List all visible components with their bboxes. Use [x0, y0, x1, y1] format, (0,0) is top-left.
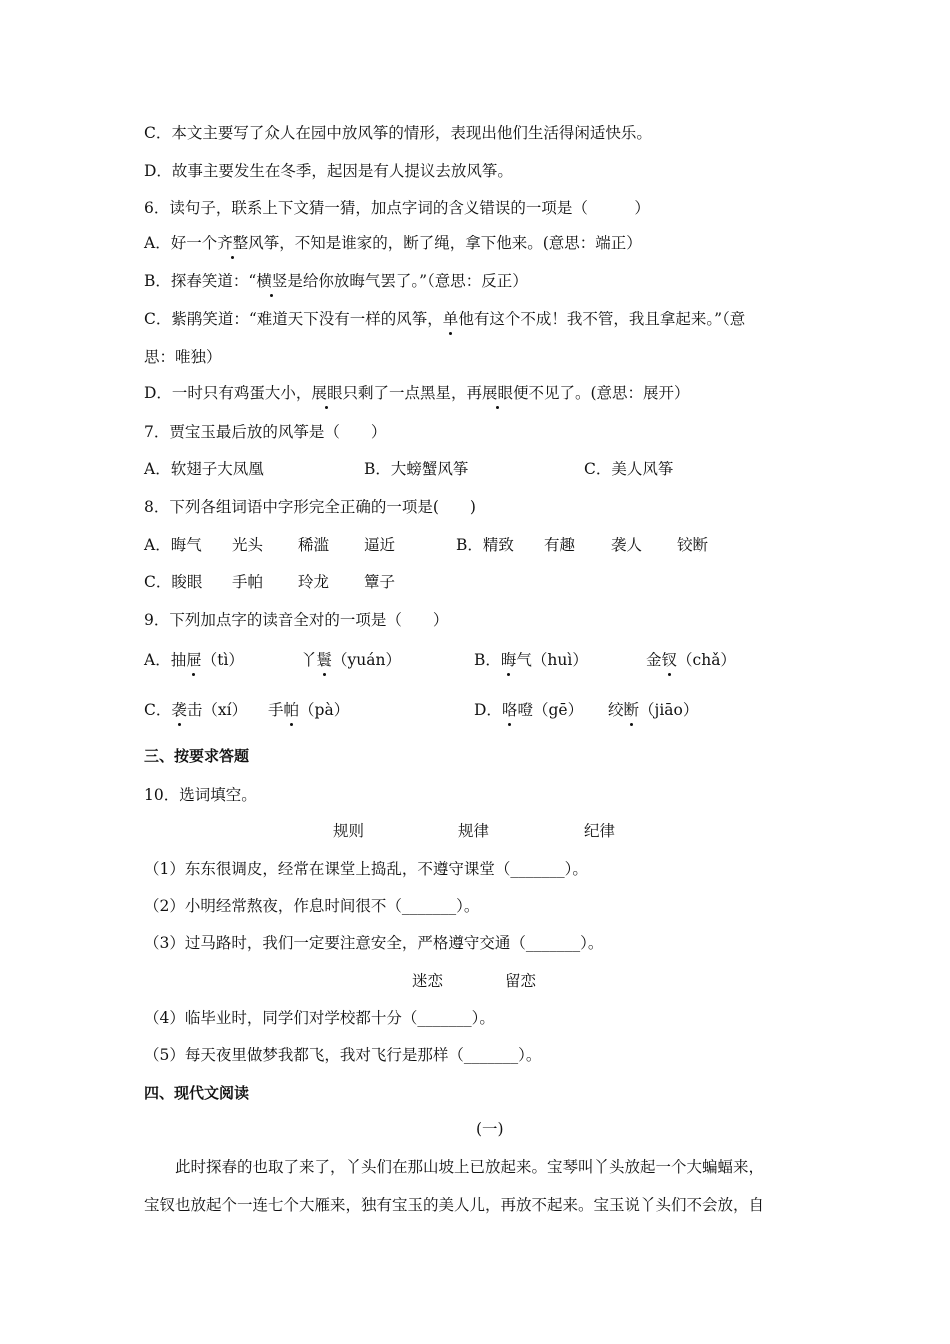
option-9b-label: B．: [474, 651, 501, 669]
option-9c-word-2: [268, 699, 349, 721]
dotted-word: 晦: [500, 651, 517, 669]
question-10-stem: 10．选词填空。: [144, 786, 257, 804]
plain-char: 绞: [608, 701, 624, 719]
option-9c-label: C．: [144, 701, 172, 719]
option-6c: [144, 308, 745, 330]
pinyin: （jiāo）: [639, 701, 699, 719]
option-6c-pre: C．紫鹃笑道：“难道天下没有一样的风筝，: [144, 310, 443, 328]
passage-line-1: 此时探春的也取了来了，丫头们在那山坡上已放起来。宝琴叫丫头放起一个大蝙蝠来，: [175, 1158, 765, 1176]
option-6b-pre: B．探春笑道：“: [144, 272, 257, 290]
pinyin: （gē）: [532, 701, 584, 719]
option-6a-post: 风筝，不知是谁家的，断了绳，拿下他来。(意思：端正）: [248, 234, 642, 252]
plain-char: 噔: [517, 701, 533, 719]
dotted-word: 齐整: [217, 234, 249, 252]
fill-sentence-1: （1）东东很调皮，经常在课堂上捣乱，不遵守课堂（_______）。: [144, 860, 588, 878]
option-5c: C．本文主要写了众人在园中放风筝的情形，表现出他们生活得闲适快乐。: [144, 124, 652, 142]
word-bank-1-item: 规则: [333, 822, 365, 840]
dotted-word: 屉: [186, 651, 202, 669]
pinyin: （pà）: [299, 701, 350, 719]
plain-char: 丫: [301, 651, 317, 669]
fill-sentence-3: （3）过马路时，我们一定要注意安全，严格遵守交通（_______）。: [144, 934, 604, 952]
fill-sentence-2: （2）小明经常熬夜，作息时间很不（_______）。: [144, 897, 480, 915]
option-6c-continued: 思：唯独）: [144, 348, 222, 366]
pinyin: （huì）: [531, 651, 588, 669]
word-bank-1-item: 规律: [458, 822, 490, 840]
dotted-word: 展眼: [481, 384, 513, 402]
option-8b-word-4: 铰断: [677, 536, 709, 554]
option-9b-word-2: [646, 649, 736, 671]
dotted-word: 断: [623, 701, 640, 719]
option-8b-word-2: 有趣: [544, 536, 576, 554]
passage-subtitle: (一): [476, 1120, 504, 1138]
option-8c-label: C．睃眼: [144, 573, 203, 591]
pinyin: （xí）: [202, 701, 248, 719]
option-6b: [144, 270, 528, 292]
pinyin: （yuán）: [332, 651, 401, 669]
section-3-title: 三、按要求答题: [144, 747, 250, 765]
section-4-title: 四、现代文阅读: [144, 1084, 250, 1102]
dotted-word: 单: [442, 310, 459, 328]
pinyin: （tì）: [201, 651, 244, 669]
option-6d-post: 便不见了。(意思：展开）: [512, 384, 690, 402]
option-9a-word-2: [301, 649, 401, 671]
option-9a-label: A．: [144, 651, 171, 669]
passage-line-2: 宝钗也放起个一连七个大雁来，独有宝玉的美人儿，再放不起来。宝玉说丫头们不会放，自: [144, 1196, 765, 1214]
plain-char: 击: [186, 701, 203, 719]
dotted-word: 帕: [283, 701, 300, 719]
dotted-word: 钗: [661, 651, 678, 669]
dotted-word: 袭: [171, 701, 187, 719]
dotted-word: 咯: [501, 701, 518, 719]
question-6-stem: 6．读句子，联系上下文猜一猜，加点字词的含义错误的一项是（ ）: [144, 199, 650, 217]
question-9-stem: 9．下列加点字的读音全对的一项是（ ）: [144, 611, 449, 629]
option-9d-word-2: [608, 699, 698, 721]
option-8b-label: B．精致: [456, 536, 514, 554]
plain-char: 气: [516, 651, 532, 669]
word-bank-1-item: 纪律: [584, 822, 616, 840]
option-9b-word-1: [474, 649, 588, 671]
option-9a-word-1: [144, 649, 244, 671]
dotted-word: 展眼: [311, 384, 343, 402]
plain-char: 金: [646, 651, 662, 669]
option-6d-mid: 只剩了一点黑星，再: [342, 384, 482, 402]
option-8c-word-4: 簟子: [364, 573, 396, 591]
plain-char: 手: [268, 701, 284, 719]
option-6b-post: 是给你放晦气罢了。”（意思：反正）: [287, 272, 528, 290]
option-8a-label: A．晦气: [144, 536, 202, 554]
option-7b: B．大螃蟹风筝: [364, 460, 469, 478]
plain-char: 抽: [170, 651, 187, 669]
option-8c-word-3: 玲龙: [298, 573, 330, 591]
fill-sentence-4: （4）临毕业时，同学们对学校都十分（_______）。: [144, 1009, 495, 1027]
option-6d: [144, 382, 690, 404]
dotted-word: 横竖: [256, 272, 288, 290]
option-8a-word-2: 光头: [232, 536, 264, 554]
question-8-stem: 8．下列各组词语中字形完全正确的一项是( ): [144, 498, 476, 516]
word-bank-2-item: 迷恋: [412, 972, 444, 990]
question-7-stem: 7．贾宝玉最后放的风筝是（ ）: [144, 423, 387, 441]
option-6d-pre: D．一时只有鸡蛋大小，: [144, 384, 312, 402]
option-8b-word-3: 袭人: [611, 536, 643, 554]
option-7a: A．软翅子大凤凰: [144, 460, 264, 478]
option-8a-word-3: 稀滥: [298, 536, 330, 554]
option-9d-label: D．: [474, 701, 502, 719]
option-9d-word-1: [474, 699, 583, 721]
option-7c: C．美人风筝: [584, 460, 674, 478]
dotted-word: 鬟: [316, 651, 333, 669]
option-6a: [144, 232, 642, 254]
option-9c-word-1: [144, 699, 247, 721]
option-5d: D．故事主要发生在冬季，起因是有人提议去放风筝。: [144, 162, 513, 180]
option-6c-post: 他有这个不成！我不管，我且拿起来。”（意: [458, 310, 746, 328]
pinyin: （chǎ）: [677, 651, 736, 669]
word-bank-2-item: 留恋: [505, 972, 537, 990]
option-6a-pre: A．好一个: [144, 234, 218, 252]
option-8c-word-2: 手帕: [232, 573, 264, 591]
fill-sentence-5: （5）每天夜里做梦我都飞，我对飞行是那样（_______）。: [144, 1046, 542, 1064]
option-8a-word-4: 逼近: [364, 536, 396, 554]
